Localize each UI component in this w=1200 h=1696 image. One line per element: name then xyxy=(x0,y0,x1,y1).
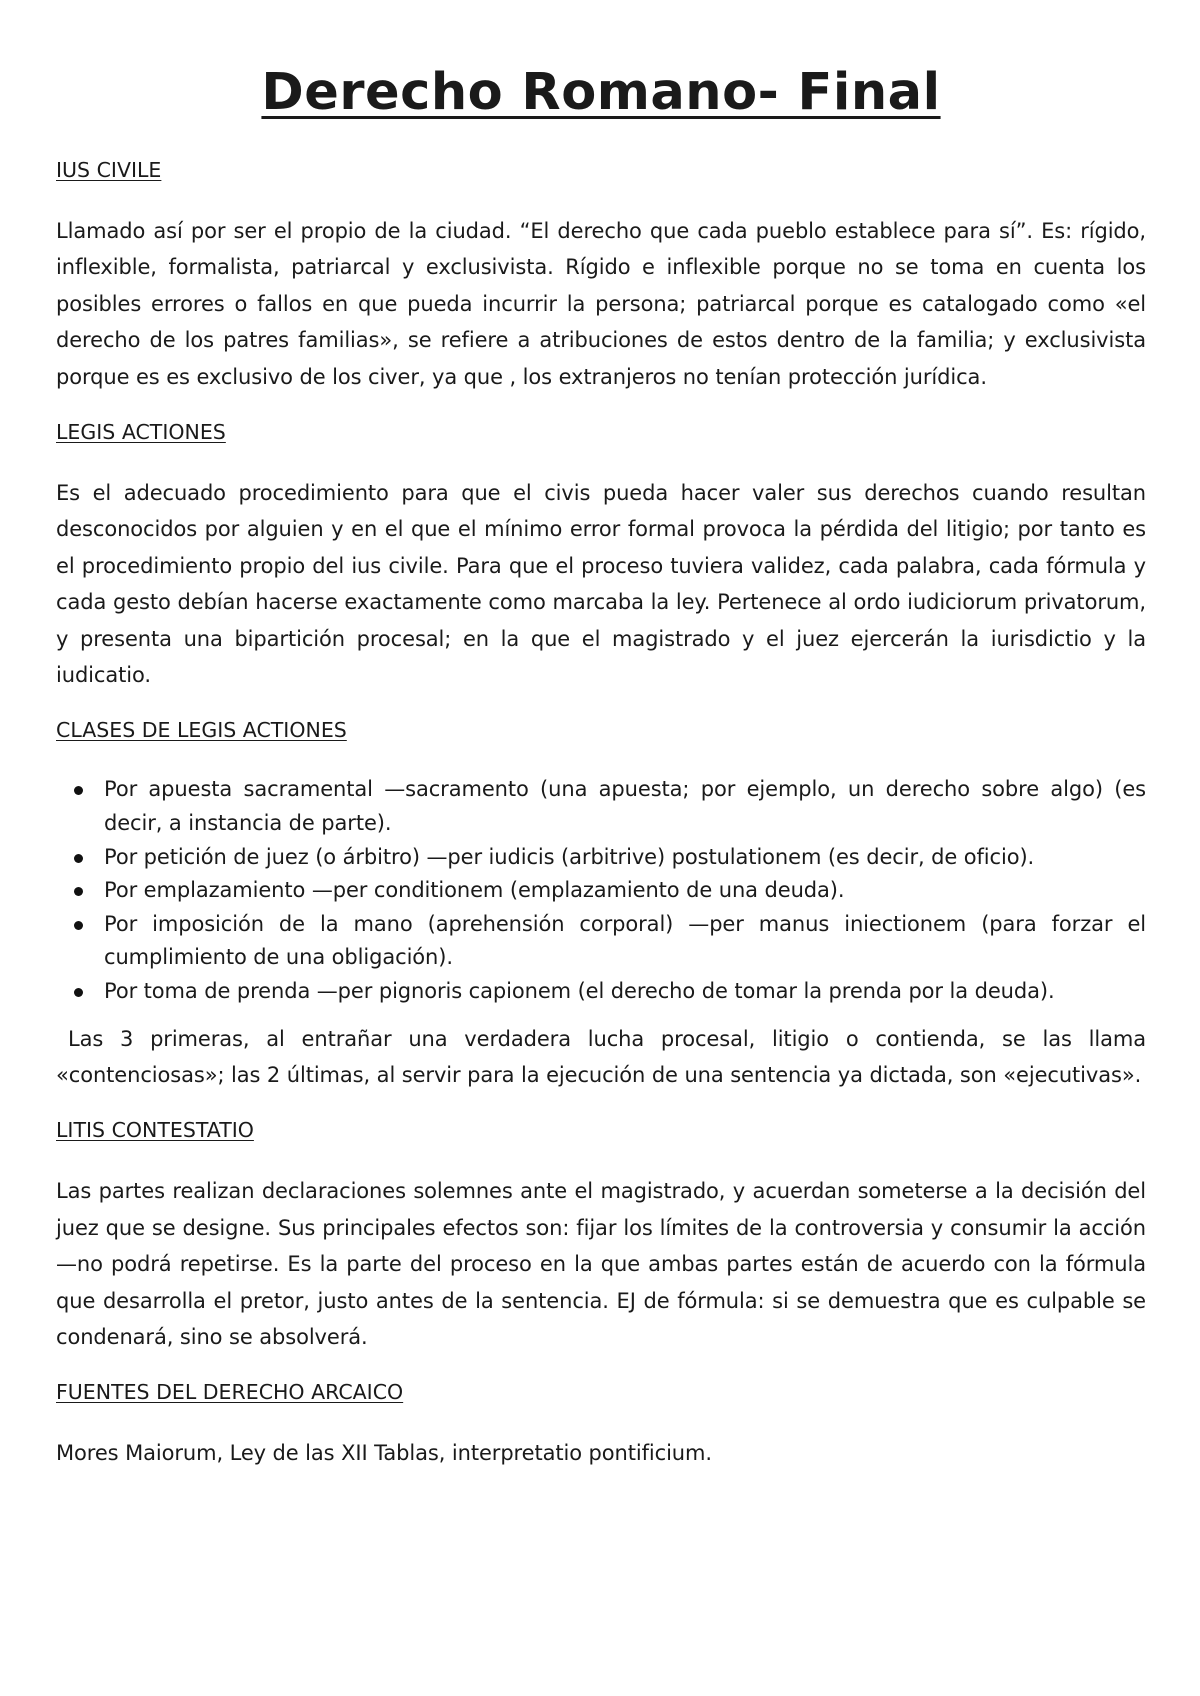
list-item-text: Por apuesta sacramental —sacramento (una apuesta; por ejemplo, un derecho sobre algo) (es decir, a instancia de parte). xyxy=(104,777,1146,836)
list-item xyxy=(104,874,1146,908)
paragraph-litis-contestatio: Las partes realizan declaraciones solemnes ante el magistrado, y acuerdan someterse a la decisión del juez que se designe. Sus principales efectos son: fijar los límites de la controversia y consumir la acción —no podrá repetirse. Es la parte del proceso en la que ambas partes están de acuerdo con la fórmula que desarrolla el pretor, justo antes de la sentencia. EJ de fórmula: si se demuestra que es culpable se condenará, sino se absolverá. xyxy=(56,1179,1146,1350)
bullet-icon xyxy=(74,854,83,863)
list-item xyxy=(104,975,1146,1009)
section-heading-litis-contestatio: LITIS CONTESTATIO xyxy=(56,1118,254,1143)
list-item xyxy=(104,841,1146,875)
document-page xyxy=(56,62,1146,1496)
bullet-icon xyxy=(74,921,83,930)
list-item-text: Por imposición de la mano (aprehensión corporal) —per manus iniectionem (para forzar el cumplimiento de una obligación). xyxy=(104,911,1146,970)
paragraph-clases-summary: Las 3 primeras, al entrañar una verdadera lucha procesal, litigio o contienda, se las llama «contenciosas»; las 2 últimas, al servir para la ejecución de una sentencia ya dictada, son «ejecutivas». xyxy=(56,1026,1146,1088)
document-title: Derecho Romano- Final xyxy=(261,63,941,122)
section-heading-ius-civile: IUS CIVILE xyxy=(56,158,162,182)
list-item-text: Por emplazamiento —per conditionem (emplazamiento de una deuda). xyxy=(104,878,845,903)
paragraph-legis-actiones: Es el adecuado procedimiento para que el civis pueda hacer valer sus derechos cuando resultan desconocidos por alguien y en el que el mínimo error formal provoca la pérdida del litigio; por tanto es el procedimiento propio del ius civile. Para que el proceso tuviera validez, cada palabra, cada fórmula y cada gesto debían hacerse exactamente como marcaba la ley. Pertenece al ordo iudiciorum privatorum, y presenta una bipartición procesal; en la que el magistrado y el juez ejercerán la iurisdictio y la iudicatio. xyxy=(56,481,1146,688)
section-heading-fuentes: FUENTES DEL DERECHO ARCAICO xyxy=(56,1380,404,1405)
list-item xyxy=(104,908,1146,975)
section-heading-clases: CLASES DE LEGIS ACTIONES xyxy=(56,718,347,743)
clases-list xyxy=(56,773,1146,1008)
list-item-text: Por petición de juez (o árbitro) —per iudicis (arbitrive) postulationem (es decir, de oficio). xyxy=(104,844,1035,869)
bullet-icon xyxy=(74,988,83,997)
bullet-icon xyxy=(74,887,83,896)
paragraph-fuentes: Mores Maiorum, Ley de las XII Tablas, interpretatio pontificium. xyxy=(56,1441,712,1466)
bullet-icon xyxy=(74,786,83,795)
list-item xyxy=(104,773,1146,840)
paragraph-ius-civile: Llamado así por ser el propio de la ciudad. “El derecho que cada pueblo establece para sí”. Es: rígido, inflexible, formalista, patriarcal y exclusivista. Rígido e inflexible porque no se toma en cuenta los posibles errores o fallos en que pueda incurrir la persona; patriarcal porque es catalogado como «el derecho de los patres familias», se refiere a atribuciones de estos dentro de la familia; y exclusivista porque es es exclusivo de los civer, ya que , los extranjeros no tenían protección jurídica. xyxy=(56,219,1146,389)
section-heading-legis-actiones: LEGIS ACTIONES xyxy=(56,420,226,445)
list-item-text: Por toma de prenda —per pignoris capionem (el derecho de tomar la prenda por la deuda). xyxy=(104,979,1055,1004)
